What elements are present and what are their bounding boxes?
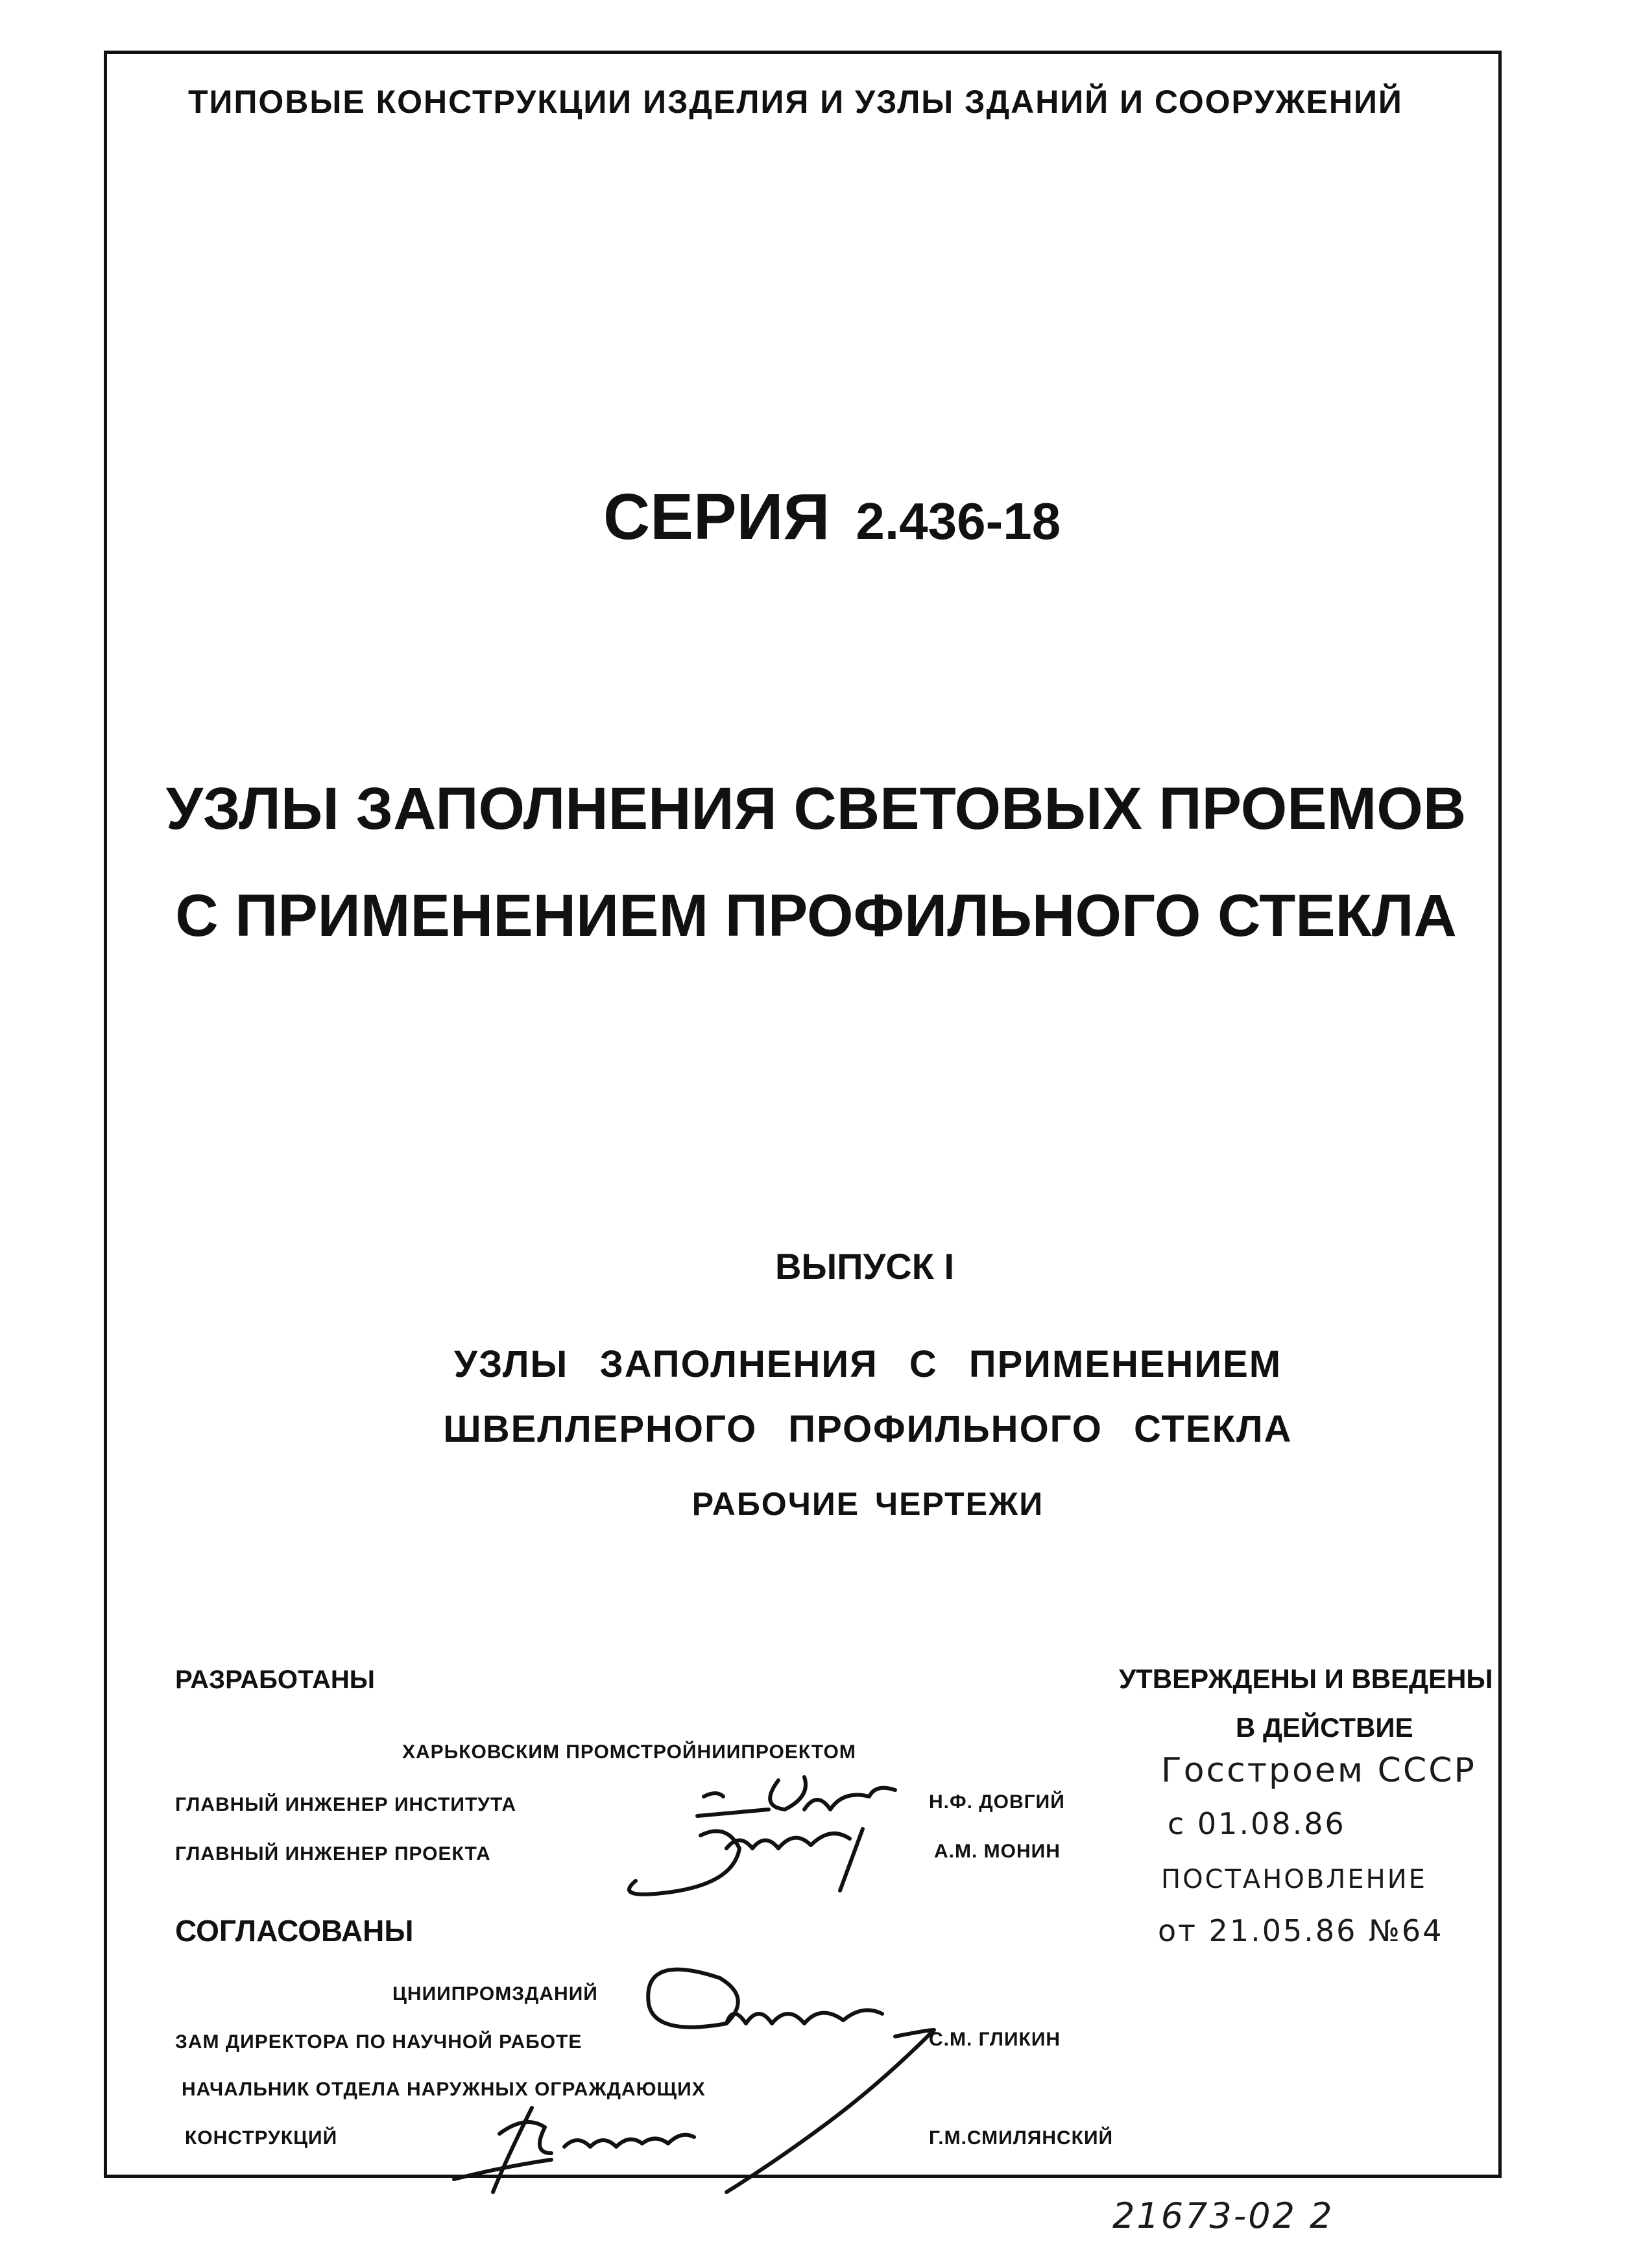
- issue-label: ВЫПУСК I: [774, 1246, 955, 1287]
- approved-date: с 01.08.86: [1168, 1806, 1346, 1841]
- agreed-name-1: С.М. ГЛИКИН: [929, 2029, 1061, 2050]
- issue-subtitle-line-2: ШВЕЛЛЕРНОГО ПРОФИЛЬНОГО СТЕКЛА: [443, 1408, 1293, 1450]
- document-code: 21673-02 2: [1112, 2195, 1334, 2236]
- developed-heading: РАЗРАБОТАНЫ: [175, 1665, 375, 1694]
- main-title-line-2: С ПРИМЕНЕНИЕМ ПРОФИЛЬНОГО СТЕКЛА: [175, 883, 1457, 949]
- signature-glikin: [648, 1970, 934, 2192]
- developed-name-1: Н.Ф. ДОВГИЙ: [929, 1791, 1065, 1813]
- developed-name-2: А.М. МОНИН: [934, 1841, 1061, 1862]
- developed-org: ХАРЬКОВСКИМ ПРОМСТРОЙНИИПРОЕКТОМ: [402, 1741, 856, 1763]
- developed-role-1: ГЛАВНЫЙ ИНЖЕНЕР ИНСТИТУТА: [175, 1794, 517, 1815]
- developed-role-2: ГЛАВНЫЙ ИНЖЕНЕР ПРОЕКТА: [175, 1843, 491, 1865]
- approved-line-2: В ДЕЙСТВИЕ: [1236, 1712, 1413, 1743]
- agreed-name-2: Г.М.СМИЛЯНСКИЙ: [929, 2127, 1114, 2149]
- decree-reference: от 21.05.86 №64: [1158, 1913, 1444, 1948]
- agreed-role-1: ЗАМ ДИРЕКТОРА ПО НАУЧНОЙ РАБОТЕ: [175, 2031, 582, 2053]
- working-drawings-label: РАБОЧИЕ ЧЕРТЕЖИ: [691, 1486, 1044, 1522]
- series-number: 2.436-18: [856, 492, 1061, 550]
- series-label: СЕРИЯ: [603, 481, 830, 553]
- agreed-org: ЦНИИПРОМЗДАНИЙ: [392, 1983, 598, 2005]
- agreed-heading: СОГЛАСОВАНЫ: [175, 1914, 414, 1948]
- issue-subtitle-line-1: УЗЛЫ ЗАПОЛНЕНИЯ С ПРИМЕНЕНИЕМ: [453, 1343, 1282, 1385]
- signature-smilyansky: [454, 2108, 694, 2192]
- signature-dovgiy: [697, 1777, 895, 1816]
- decree-label: ПОСТАНОВЛЕНИЕ: [1161, 1865, 1427, 1894]
- main-title-line-1: УЗЛЫ ЗАПОЛНЕНИЯ СВЕТОВЫХ ПРОЕМОВ: [165, 776, 1467, 842]
- series-heading: ТИПОВЫЕ КОНСТРУКЦИИ ИЗДЕЛИЯ И УЗЛЫ ЗДАНИЙ И СООРУЖЕНИЙ: [188, 84, 1403, 120]
- approved-by: Госстроем СССР: [1161, 1751, 1476, 1790]
- agreed-role-2-line-2: КОНСТРУКЦИЙ: [185, 2127, 338, 2149]
- approved-line-1: УТВЕРЖДЕНЫ И ВВЕДЕНЫ: [1119, 1664, 1493, 1694]
- agreed-role-2-line-1: НАЧАЛЬНИК ОТДЕЛА НАРУЖНЫХ ОГРАЖДАЮЩИХ: [182, 2079, 706, 2100]
- signature-monin: [629, 1829, 863, 1894]
